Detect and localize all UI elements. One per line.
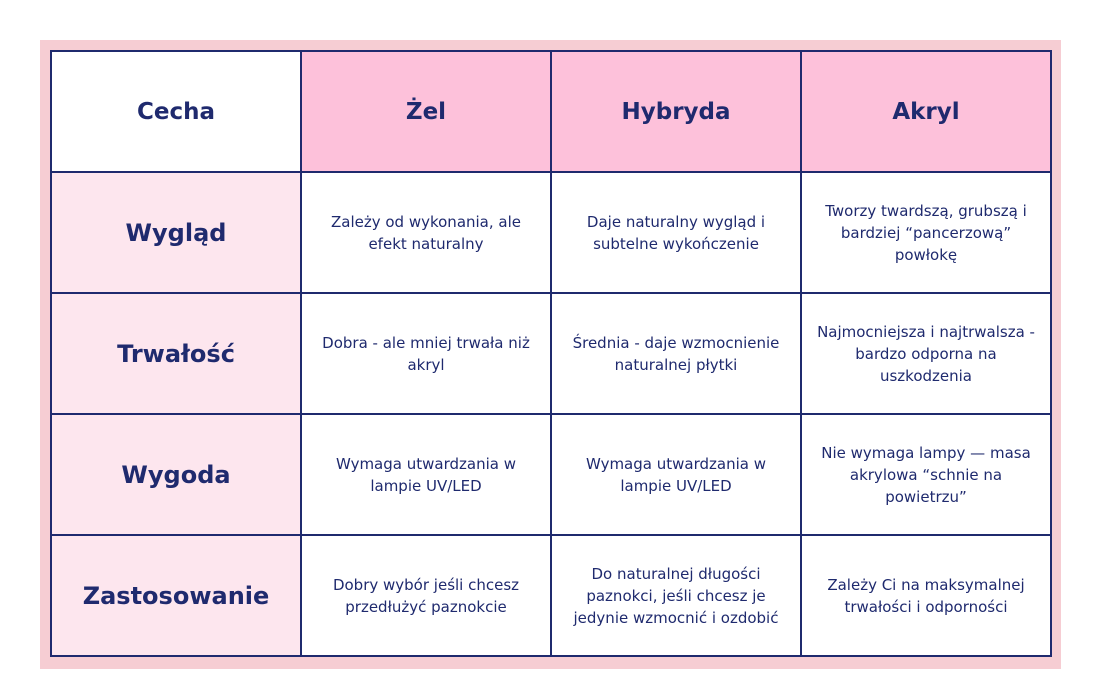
cell-application-hybrid: Do naturalnej długości paznokci, jeśli chcesz je jedynie wzmocnić i ozdobić (551, 535, 801, 656)
table-row-application (51, 535, 1051, 656)
cell-appearance-hybrid: Daje naturalny wygląd i subtelne wykończenie (551, 172, 801, 293)
cell-appearance-gel: Zależy od wykonania, ale efekt naturalny (301, 172, 551, 293)
cell-convenience-acrylic: Nie wymaga lampy — masa akrylowa “schnie na powietrzu” (801, 414, 1051, 535)
cell-convenience-gel: Wymaga utwardzania w lampie UV/LED (301, 414, 551, 535)
cell-convenience-hybrid: Wymaga utwardzania w lampie UV/LED (551, 414, 801, 535)
header-gel: Żel (301, 51, 551, 172)
header-acrylic: Akryl (801, 51, 1051, 172)
cell-durability-acrylic: Najmocniejsza i najtrwalsza - bardzo odporna na uszkodzenia (801, 293, 1051, 414)
table-row-convenience (51, 414, 1051, 535)
header-hybrid: Hybryda (551, 51, 801, 172)
row-header-application: Zastosowanie (51, 535, 301, 656)
header-feature: Cecha (51, 51, 301, 172)
row-header-durability: Trwałość (51, 293, 301, 414)
cell-appearance-acrylic: Tworzy twardszą, grubszą i bardziej “pancerzową” powłokę (801, 172, 1051, 293)
cell-durability-gel: Dobra - ale mniej trwała niż akryl (301, 293, 551, 414)
comparison-table (50, 50, 1052, 657)
row-header-convenience: Wygoda (51, 414, 301, 535)
cell-durability-hybrid: Średnia - daje wzmocnienie naturalnej płytki (551, 293, 801, 414)
table-header-row (51, 51, 1051, 172)
row-header-appearance: Wygląd (51, 172, 301, 293)
cell-application-gel: Dobry wybór jeśli chcesz przedłużyć paznokcie (301, 535, 551, 656)
table-row-durability (51, 293, 1051, 414)
table-row-appearance (51, 172, 1051, 293)
cell-application-acrylic: Zależy Ci na maksymalnej trwałości i odporności (801, 535, 1051, 656)
